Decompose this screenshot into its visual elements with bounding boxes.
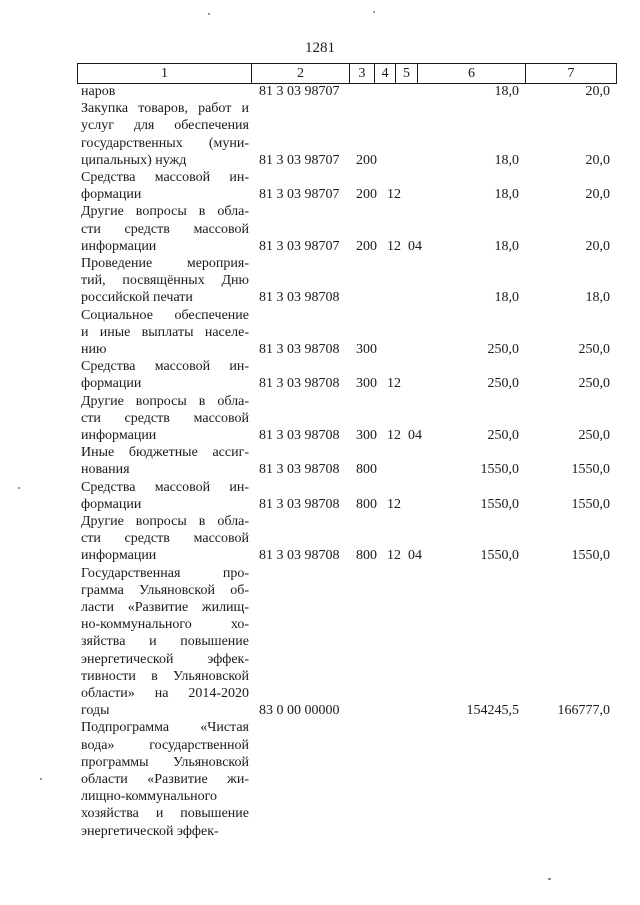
- scan-speck: [548, 878, 551, 880]
- item-name: [81, 393, 249, 445]
- item-name-line: энергетической эффек-: [81, 651, 249, 667]
- expense-type: 800: [356, 548, 377, 564]
- table-row: [0, 719, 640, 839]
- item-name-line: годы: [81, 703, 110, 719]
- item-name-line: сти средств массовой: [81, 221, 249, 237]
- expense-type: 800: [356, 496, 377, 512]
- item-name-line: Социальное обеспечение: [81, 307, 249, 323]
- scan-speck: [208, 13, 210, 15]
- table-row: [0, 358, 640, 392]
- amount-column-6: 18,0: [494, 152, 519, 168]
- expense-type: 200: [356, 238, 377, 254]
- item-name-line: тивности в Ульяновской: [81, 668, 249, 684]
- target-article-code: 81 3 03 98708: [259, 427, 340, 443]
- amount-column-6: 18,0: [494, 238, 519, 254]
- item-name-line: ласти «Развитие жилищ-: [81, 600, 249, 615]
- item-name-line: хозяйства и повышение: [81, 806, 249, 822]
- item-name: [81, 100, 249, 169]
- item-name: [81, 479, 249, 513]
- amount-column-7: 166777,0: [557, 703, 610, 719]
- column-header-5: 5: [396, 64, 418, 84]
- item-name-line: наров: [81, 84, 116, 99]
- item-name-line: сти средств массовой: [81, 531, 249, 547]
- table-row: [0, 203, 640, 255]
- target-article-code: 81 3 03 98707: [259, 238, 340, 254]
- item-name: [81, 444, 249, 478]
- item-name-line: лищно-коммунального: [81, 789, 218, 805]
- item-name-line: Другие вопросы в обла-: [81, 204, 249, 220]
- amount-column-6: 18,0: [494, 290, 519, 306]
- column-header-row: [78, 64, 617, 84]
- table-row: [0, 100, 640, 169]
- item-name: [81, 307, 249, 359]
- item-name: [81, 83, 249, 100]
- amount-column-7: 20,0: [585, 187, 610, 203]
- item-name-line: Государственная про-: [81, 565, 249, 581]
- expense-type: 200: [356, 187, 377, 203]
- item-name: [81, 203, 249, 255]
- target-article-code: 81 3 03 98708: [259, 376, 340, 392]
- target-article-code: 83 0 00 00000: [259, 703, 340, 719]
- item-name-line: сти средств массовой: [81, 410, 249, 426]
- item-name-line: зяйства и повышение: [81, 634, 249, 650]
- target-article-code: 81 3 03 98707: [259, 84, 340, 99]
- amount-column-7: 250,0: [578, 341, 610, 357]
- item-name: [81, 719, 249, 839]
- amount-column-6: 250,0: [487, 376, 519, 392]
- amount-column-6: 250,0: [487, 341, 519, 357]
- subsection-code: 04: [408, 238, 422, 254]
- amount-column-6: 1550,0: [480, 548, 519, 564]
- item-name-line: тий, посвящённых Дню: [81, 273, 249, 289]
- target-article-code: 81 3 03 98708: [259, 290, 340, 306]
- item-name-line: и иные выплаты населе-: [81, 324, 249, 340]
- column-header-7: 7: [526, 64, 617, 84]
- target-article-code: 81 3 03 98708: [259, 496, 340, 512]
- amount-column-7: 18,0: [585, 290, 610, 306]
- subsection-code: 04: [408, 548, 422, 564]
- column-header-2: 2: [252, 64, 350, 84]
- item-name: [81, 358, 249, 392]
- section-code: 12: [387, 548, 401, 564]
- scan-speck: [40, 778, 42, 780]
- amount-column-7: 20,0: [585, 84, 610, 99]
- subsection-code: 04: [408, 427, 422, 443]
- amount-column-6: 1550,0: [480, 496, 519, 512]
- item-name-line: программы Ульяновской: [81, 754, 249, 770]
- amount-column-6: 1550,0: [480, 462, 519, 478]
- item-name-line: энергетической эффек-: [81, 823, 219, 839]
- item-name-line: информации: [81, 548, 157, 564]
- amount-column-7: 1550,0: [571, 496, 610, 512]
- section-code: 12: [387, 427, 401, 443]
- amount-column-7: 1550,0: [571, 462, 610, 478]
- item-name-line: информации: [81, 238, 157, 254]
- column-header-4: 4: [375, 64, 396, 84]
- item-name-line: формации: [81, 187, 142, 203]
- table-row: [0, 83, 640, 100]
- item-name: [81, 513, 249, 565]
- item-name: [81, 255, 249, 307]
- item-name-line: Средства массовой ин-: [81, 359, 249, 375]
- item-name-line: области «Развитие жи-: [81, 772, 249, 787]
- item-name-line: услуг для обеспечения: [81, 118, 249, 134]
- amount-column-7: 250,0: [578, 427, 610, 443]
- item-name: [81, 565, 249, 720]
- item-name-line: грамма Ульяновской об-: [81, 582, 249, 598]
- scan-speck: [373, 11, 375, 13]
- item-name-line: Средства массовой ин-: [81, 170, 249, 185]
- item-name-line: Подпрограмма «Чистая: [81, 720, 249, 736]
- item-name-line: формации: [81, 496, 142, 512]
- item-name-line: ципальных) нужд: [81, 152, 187, 168]
- item-name-line: российской печати: [81, 290, 193, 306]
- item-name-line: Другие вопросы в обла-: [81, 514, 249, 529]
- expense-type: 300: [356, 376, 377, 392]
- item-name-line: вода» государственной: [81, 737, 249, 753]
- amount-column-7: 1550,0: [571, 548, 610, 564]
- section-code: 12: [387, 376, 401, 392]
- item-name-line: нования: [81, 462, 130, 478]
- amount-column-7: 250,0: [578, 376, 610, 392]
- item-name-line: но-коммунального хо-: [81, 617, 249, 633]
- target-article-code: 81 3 03 98708: [259, 341, 340, 357]
- expense-type: 200: [356, 152, 377, 168]
- item-name-line: Другие вопросы в обла-: [81, 393, 249, 409]
- target-article-code: 81 3 03 98707: [259, 152, 340, 168]
- expense-type: 300: [356, 427, 377, 443]
- amount-column-7: 20,0: [585, 152, 610, 168]
- section-code: 12: [387, 238, 401, 254]
- table-row: [0, 393, 640, 445]
- item-name: [81, 169, 249, 203]
- table-row: [0, 255, 640, 307]
- target-article-code: 81 3 03 98708: [259, 548, 340, 564]
- table-row: [0, 479, 640, 513]
- column-header-table: [77, 63, 617, 84]
- amount-column-6: 154245,5: [466, 703, 519, 719]
- item-name-line: нию: [81, 342, 107, 357]
- table-row: [0, 169, 640, 203]
- table-row: [0, 565, 640, 720]
- item-name-line: информации: [81, 428, 157, 443]
- section-code: 12: [387, 496, 401, 512]
- table-row: [0, 513, 640, 565]
- item-name-line: Средства массовой ин-: [81, 479, 249, 495]
- target-article-code: 81 3 03 98707: [259, 187, 340, 203]
- expense-type: 800: [356, 462, 377, 478]
- table-row: [0, 444, 640, 478]
- column-header-1: 1: [78, 64, 252, 84]
- amount-column-7: 20,0: [585, 238, 610, 254]
- column-header-3: 3: [350, 64, 375, 84]
- item-name-line: Закупка товаров, работ и: [81, 101, 249, 117]
- amount-column-6: 18,0: [494, 187, 519, 203]
- item-name-line: государственных (муни-: [81, 135, 249, 151]
- item-name-line: области» на 2014-2020: [81, 686, 249, 702]
- section-code: 12: [387, 187, 401, 203]
- target-article-code: 81 3 03 98708: [259, 462, 340, 478]
- amount-column-6: 18,0: [494, 84, 519, 99]
- item-name-line: Иные бюджетные ассиг-: [81, 445, 249, 461]
- item-name-line: формации: [81, 376, 142, 392]
- table-row: [0, 307, 640, 359]
- scan-speck: [18, 487, 20, 489]
- amount-column-6: 250,0: [487, 427, 519, 443]
- page-number: 1281: [305, 40, 335, 56]
- column-header-6: 6: [418, 64, 526, 84]
- item-name-line: Проведение мероприя-: [81, 256, 249, 271]
- expense-type: 300: [356, 341, 377, 357]
